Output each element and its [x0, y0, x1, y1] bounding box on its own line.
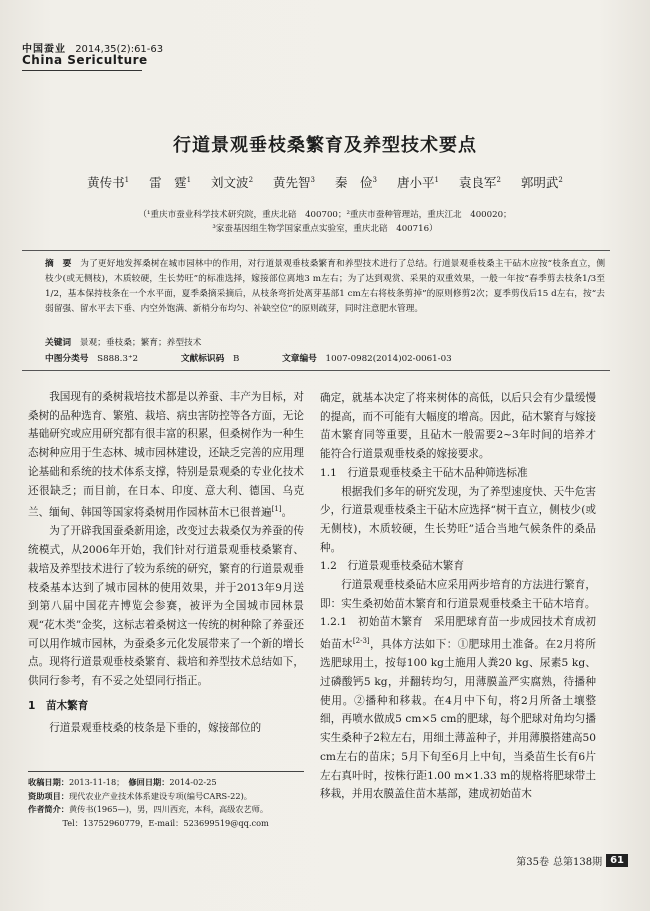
abstract-label: 摘 要	[45, 259, 72, 269]
article-number-label: 文章编号	[282, 354, 317, 364]
abstract	[45, 257, 605, 317]
journal-issue: 2014,35(2):61-63	[75, 44, 164, 55]
keywords-label: 关键词	[45, 338, 72, 348]
author: 黄先智$^3$	[273, 175, 315, 190]
subsubsection-heading: 1.2.1 初始苗木繁育	[320, 616, 423, 629]
doc-code-value: B	[232, 354, 240, 364]
author: 黄传书$^1$	[87, 175, 130, 190]
footnote-rule	[28, 771, 304, 772]
volume: 第35卷	[516, 857, 549, 868]
body-paragraph: 行道景观垂枝桑的枝条是下垂的，嫁接部位的	[49, 722, 262, 735]
subsection-heading: 1.2 行道景观垂枝桑砧木繁育	[320, 560, 464, 573]
keywords	[45, 336, 201, 348]
doc-code-label: 文献标识码	[180, 354, 225, 364]
footnotes: 收稿日期：2013-11-18； 修回日期：2014-02-25 资助项目：现代农业产业技术体系建设专项(编号CARS-22)。 作者简介：黄传书(1965—)，男，四川西充，本科，高级农艺师。 Tel：13752960779，E-mail：523699519@qq.com	[28, 776, 304, 831]
journal-name: 中国蚕业	[22, 44, 66, 55]
journal-name-en: China Sericulture	[22, 53, 148, 67]
right-column	[320, 389, 596, 804]
body-paragraph: 确定，就基本决定了将来树体的高低，以后只会有少量缓慢的提高，而不可能有大幅度的增高。因此，砧木繁育与嫁接苗木繁育同等重要，且砧木一般需要2~3年时间的培养才能符合行道景观垂枝桑的嫁接要求。	[320, 392, 596, 461]
author: 唐小平$^1$	[396, 175, 439, 190]
author: 雷 霆$^1$	[149, 175, 192, 190]
clc-value: S888.3⁺2	[97, 354, 139, 364]
body-paragraph: 根据我们多年的研究发现，为了养型速度快、天牛危害少，行道景观垂枝桑主干砧木应选择“树干直立，侧枝少(或无侧枝)，木质较硬，生长势旺”适合当地气候条件的桑品种。	[320, 485, 596, 554]
total-issue: 总第138期	[552, 857, 603, 868]
page-number: 61	[606, 854, 628, 867]
abstract-top-rule	[22, 250, 610, 251]
author: 袁良军$^2$	[458, 175, 501, 190]
keywords-text: 景观；垂枝桑；繁育；养型技术	[79, 338, 202, 348]
body-paragraph: 为了开辟我国蚕桑新用途，改变过去栽桑仅为养蚕的传统模式，从2006年开始，我们针对行道景观垂枝桑繁育、栽培及养型技术进行了较为系统的研究，繁育的行道景观垂枝桑基本达到了城市园林的使用效果，并于2013年9月送到第八届中国花卉博览会参赛，被评为全国城市园林景观“花木类”金奖，这标志着桑树这一传统的树种除了养蚕还可以用作城市园林，为蚕桑多元化发展带来了一个新的增长点。现将行道景观垂枝桑繁育、栽培和养型技术总结如下，供同行参考，有不妥之处望同行指正。	[28, 525, 304, 688]
paper-title: 行道景观垂枝桑繁育及养型技术要点	[173, 135, 477, 156]
body-paragraph: 1.2.1 初始苗木繁育 采用肥球育苗一步成园技术育成初始苗木[2-3]，具体方法如下：①肥球用土准备。在2月将所选肥球用土，按每100 kg土施用人粪20 kg、尿素5 kg、过磷酸钙5 kg，并翻转均匀，用薄膜盖严实腐熟，待播种使用。②播种和移栽。在4月中下旬，将2月所备土壤整细，再喷水做成5 cm×5 cm的肥球，每个肥球对角均匀播实生桑种子2粒左右，用细土薄盖种子，并用薄膜搭建高50 cm左右的苗床；5月下旬至6月上中旬，当桑苗生长有6片左右真叶时，按株行距1.00 m×1.33 m的规格将肥球带土移栽，并用农膜盖住苗木基部，建成初始苗木	[320, 616, 596, 801]
section-heading: 1 苗木繁育	[28, 699, 89, 712]
page-footer	[516, 853, 628, 868]
journal-header	[22, 40, 164, 67]
citation: [1]	[271, 505, 282, 514]
abstract-bottom-rule	[22, 370, 610, 371]
classification-line	[45, 352, 605, 364]
author: 郭明武$^2$	[520, 175, 563, 190]
left-column	[28, 388, 304, 738]
author-list	[0, 173, 650, 191]
body-paragraph: 行道景观垂枝桑砧木应采用两步培育的方法进行繁育，即：实生桑初始苗木繁育和行道景观垂枝桑主干砧木培育。	[320, 579, 596, 610]
subsection-heading: 1.1 行道景观垂枝桑主干砧木品种筛选标准	[320, 466, 528, 479]
body-paragraph: 我国现有的桑树栽培技术都是以养蚕、丰产为目标，对桑树的品种选育、繁殖、栽培、病虫害防控等各方面，无论基础研究或应用研究都有很丰富的积累，但桑树作为一种生态树种应用于生态林、城市园林建设，还缺乏完善的应用理论基础和系统的技术体系支撑，特别是景观桑的专业化技术还很缺乏；而目前，在日本、印度、意大利、德国、乌克兰、缅甸、韩国等国家将桑树用作园林苗木已很普遍[1]。	[28, 391, 304, 519]
header-rule	[22, 70, 142, 71]
author: 刘文波$^2$	[211, 175, 254, 190]
abstract-text: 为了更好地发挥桑树在城市园林中的作用，对行道景观垂枝桑繁育和养型技术进行了总结。行道景观垂枝桑主干砧木应按“枝条直立，侧枝少(或无侧枝)，木质较硬，生长势旺”的标准选择，嫁接部位离地3 m左右；为了达到观赏、采果的双重效果，一般一年按“春季剪去枝条1/3至1/2，基本保持枝条在一个水平面，夏季桑摘采摘后，从枝条弯折处离芽基部1 cm左右将枝条剪掉”的原则修剪2次；夏季剪伐后15 d左右，按“去弱留强、留水平去下垂、内空外饱满、新梢分布均匀、补缺空位”的原则疏芽，同时注意肥水管理。	[45, 259, 606, 314]
clc-label: 中图分类号	[45, 354, 89, 364]
affiliation-line-2: ³家蚕基因组生物学国家重点实验室，重庆北碚 400716）	[212, 224, 438, 234]
author: 秦 俭$^3$	[334, 175, 377, 190]
contact-info: Tel：13752960779，E-mail：523699519@qq.com	[62, 818, 269, 829]
article-number-value: 1007-0982(2014)02-0061-03	[325, 354, 452, 364]
affiliation-line-1: （¹重庆市蚕业科学技术研究院，重庆北碚 400700；²重庆市蚕种管理站，重庆江北 400020；	[138, 210, 512, 220]
citation: [2-3]	[352, 637, 370, 646]
